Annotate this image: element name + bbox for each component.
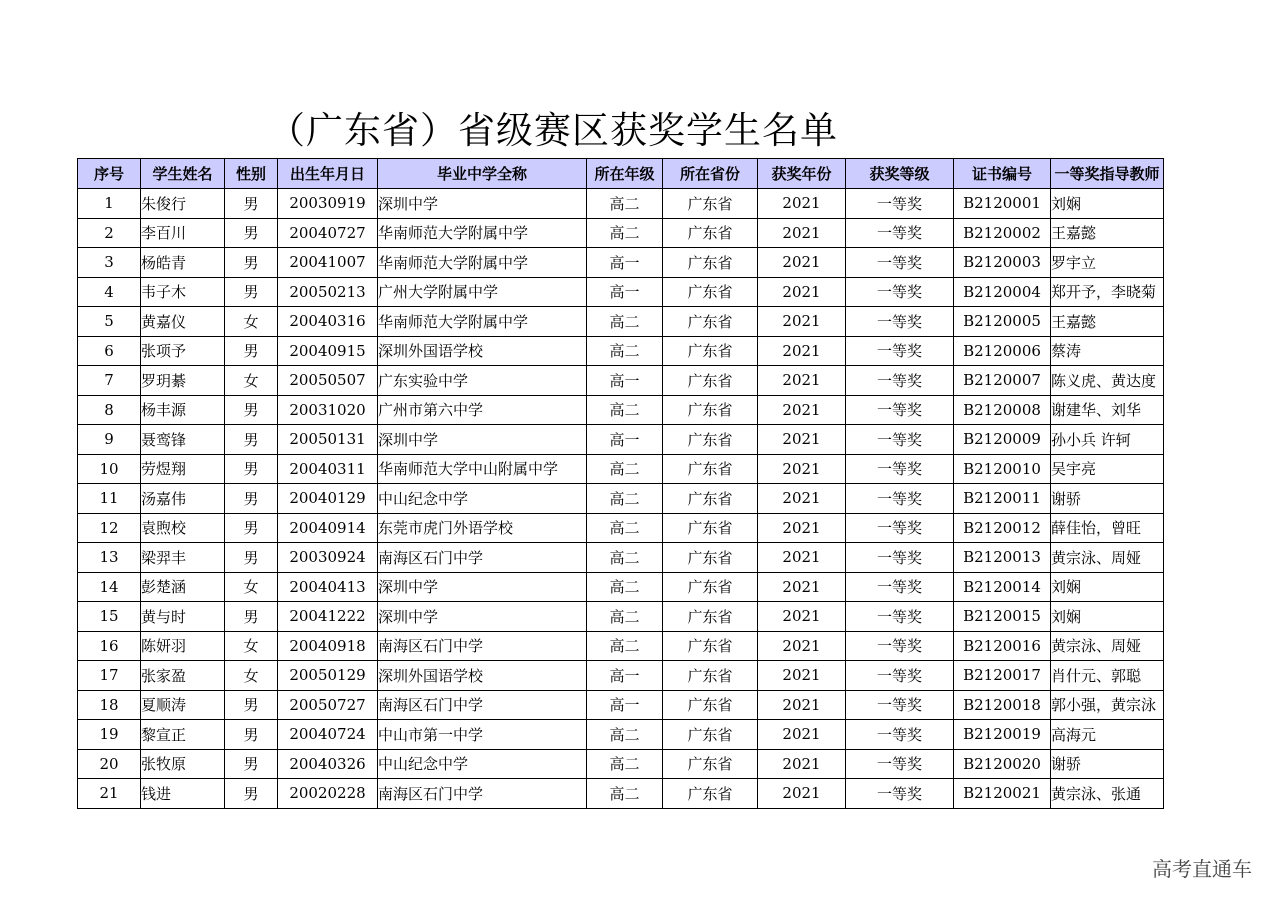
cell-school: 深圳中学 — [378, 189, 587, 219]
cell-birthdate: 20040727 — [278, 218, 378, 248]
cell-level: 一等奖 — [846, 720, 954, 750]
cell-level: 一等奖 — [846, 543, 954, 573]
cell-school: 华南师范大学中山附属中学 — [378, 454, 587, 484]
cell-grade: 高一 — [587, 277, 663, 307]
cell-birthdate: 20030919 — [278, 189, 378, 219]
cell-birthdate: 20040129 — [278, 484, 378, 514]
header-col-gender: 性别 — [225, 159, 278, 189]
cell-level: 一等奖 — [846, 277, 954, 307]
cell-cert-no: B2120003 — [954, 248, 1051, 278]
cell-grade: 高一 — [587, 661, 663, 691]
cell-gender: 男 — [225, 779, 278, 809]
cell-name: 劳煜翔 — [141, 454, 225, 484]
cell-seq: 14 — [78, 572, 141, 602]
cell-gender: 男 — [225, 218, 278, 248]
cell-grade: 高一 — [587, 425, 663, 455]
cell-province: 广东省 — [663, 631, 758, 661]
cell-year: 2021 — [758, 690, 846, 720]
cell-grade: 高二 — [587, 484, 663, 514]
cell-grade: 高一 — [587, 366, 663, 396]
cell-year: 2021 — [758, 248, 846, 278]
cell-school: 南海区石门中学 — [378, 543, 587, 573]
table-row — [78, 366, 1164, 396]
cell-seq: 15 — [78, 602, 141, 632]
table-row — [78, 454, 1164, 484]
cell-name: 夏顺涛 — [141, 690, 225, 720]
cell-province: 广东省 — [663, 425, 758, 455]
cell-year: 2021 — [758, 218, 846, 248]
cell-birthdate: 20040914 — [278, 513, 378, 543]
cell-teacher: 王嘉懿 — [1051, 307, 1164, 337]
cell-level: 一等奖 — [846, 425, 954, 455]
cell-province: 广东省 — [663, 218, 758, 248]
cell-grade: 高一 — [587, 248, 663, 278]
cell-cert-no: B2120008 — [954, 395, 1051, 425]
cell-province: 广东省 — [663, 749, 758, 779]
cell-level: 一等奖 — [846, 366, 954, 396]
cell-teacher: 黄宗泳、周娅 — [1051, 631, 1164, 661]
cell-province: 广东省 — [663, 366, 758, 396]
cell-level: 一等奖 — [846, 572, 954, 602]
cell-grade: 高二 — [587, 572, 663, 602]
cell-seq: 13 — [78, 543, 141, 573]
cell-birthdate: 20040915 — [278, 336, 378, 366]
cell-level: 一等奖 — [846, 602, 954, 632]
cell-gender: 女 — [225, 661, 278, 691]
header-col-grade: 所在年级 — [587, 159, 663, 189]
cell-gender: 男 — [225, 690, 278, 720]
cell-level: 一等奖 — [846, 661, 954, 691]
header-col-year: 获奖年份 — [758, 159, 846, 189]
cell-gender: 男 — [225, 277, 278, 307]
cell-gender: 男 — [225, 602, 278, 632]
cell-cert-no: B2120016 — [954, 631, 1051, 661]
cell-name: 杨皓青 — [141, 248, 225, 278]
cell-seq: 8 — [78, 395, 141, 425]
cell-province: 广东省 — [663, 189, 758, 219]
cell-gender: 男 — [225, 513, 278, 543]
cell-teacher: 黄宗泳、周娅 — [1051, 543, 1164, 573]
table-row — [78, 690, 1164, 720]
cell-cert-no: B2120004 — [954, 277, 1051, 307]
award-table — [77, 158, 1164, 809]
cell-year: 2021 — [758, 425, 846, 455]
table-row — [78, 720, 1164, 750]
cell-birthdate: 20040311 — [278, 454, 378, 484]
cell-name: 陈妍羽 — [141, 631, 225, 661]
cell-school: 深圳中学 — [378, 602, 587, 632]
table-row — [78, 277, 1164, 307]
watermark: 高考直通车 — [1152, 857, 1252, 881]
cell-teacher: 郭小强，黄宗泳 — [1051, 690, 1164, 720]
cell-level: 一等奖 — [846, 779, 954, 809]
cell-teacher: 薛佳怡，曾旺 — [1051, 513, 1164, 543]
cell-level: 一等奖 — [846, 336, 954, 366]
cell-year: 2021 — [758, 661, 846, 691]
cell-school: 深圳中学 — [378, 572, 587, 602]
cell-school: 华南师范大学附属中学 — [378, 307, 587, 337]
cell-year: 2021 — [758, 307, 846, 337]
cell-cert-no: B2120007 — [954, 366, 1051, 396]
table-row — [78, 779, 1164, 809]
header-col-seq: 序号 — [78, 159, 141, 189]
cell-cert-no: B2120017 — [954, 661, 1051, 691]
cell-province: 广东省 — [663, 277, 758, 307]
cell-province: 广东省 — [663, 779, 758, 809]
cell-grade: 高二 — [587, 336, 663, 366]
cell-seq: 6 — [78, 336, 141, 366]
cell-cert-no: B2120019 — [954, 720, 1051, 750]
table-row — [78, 631, 1164, 661]
cell-grade: 高二 — [587, 395, 663, 425]
table-row — [78, 425, 1164, 455]
cell-grade: 高二 — [587, 307, 663, 337]
cell-seq: 18 — [78, 690, 141, 720]
cell-year: 2021 — [758, 277, 846, 307]
cell-birthdate: 20040316 — [278, 307, 378, 337]
cell-province: 广东省 — [663, 513, 758, 543]
cell-teacher: 刘娴 — [1051, 602, 1164, 632]
table-row — [78, 336, 1164, 366]
cell-teacher: 郑开予，李晓菊 — [1051, 277, 1164, 307]
cell-seq: 19 — [78, 720, 141, 750]
cell-cert-no: B2120009 — [954, 425, 1051, 455]
cell-cert-no: B2120002 — [954, 218, 1051, 248]
cell-cert-no: B2120013 — [954, 543, 1051, 573]
table-row — [78, 484, 1164, 514]
cell-gender: 男 — [225, 336, 278, 366]
cell-year: 2021 — [758, 484, 846, 514]
cell-birthdate: 20050727 — [278, 690, 378, 720]
table-row — [78, 602, 1164, 632]
table-row — [78, 749, 1164, 779]
cell-gender: 男 — [225, 484, 278, 514]
cell-level: 一等奖 — [846, 749, 954, 779]
cell-grade: 高二 — [587, 749, 663, 779]
cell-cert-no: B2120014 — [954, 572, 1051, 602]
cell-gender: 男 — [225, 189, 278, 219]
cell-province: 广东省 — [663, 720, 758, 750]
cell-seq: 4 — [78, 277, 141, 307]
cell-province: 广东省 — [663, 543, 758, 573]
cell-cert-no: B2120021 — [954, 779, 1051, 809]
cell-province: 广东省 — [663, 307, 758, 337]
cell-teacher: 谢骄 — [1051, 484, 1164, 514]
cell-gender: 女 — [225, 631, 278, 661]
cell-school: 华南师范大学附属中学 — [378, 248, 587, 278]
header-col-province: 所在省份 — [663, 159, 758, 189]
cell-cert-no: B2120012 — [954, 513, 1051, 543]
cell-name: 朱俊行 — [141, 189, 225, 219]
cell-level: 一等奖 — [846, 484, 954, 514]
cell-year: 2021 — [758, 720, 846, 750]
cell-year: 2021 — [758, 779, 846, 809]
table-row — [78, 307, 1164, 337]
cell-teacher: 黄宗泳、张通 — [1051, 779, 1164, 809]
cell-school: 深圳中学 — [378, 425, 587, 455]
cell-year: 2021 — [758, 336, 846, 366]
cell-province: 广东省 — [663, 484, 758, 514]
cell-name: 罗玥綦 — [141, 366, 225, 396]
cell-gender: 男 — [225, 749, 278, 779]
cell-name: 彭楚涵 — [141, 572, 225, 602]
cell-teacher: 谢骄 — [1051, 749, 1164, 779]
cell-seq: 1 — [78, 189, 141, 219]
cell-grade: 高二 — [587, 720, 663, 750]
cell-level: 一等奖 — [846, 395, 954, 425]
cell-teacher: 谢建华、刘华 — [1051, 395, 1164, 425]
cell-name: 聂鸾锋 — [141, 425, 225, 455]
cell-seq: 9 — [78, 425, 141, 455]
cell-cert-no: B2120020 — [954, 749, 1051, 779]
cell-year: 2021 — [758, 189, 846, 219]
header-col-teacher: 一等奖指导教师 — [1051, 159, 1164, 189]
cell-name: 张项予 — [141, 336, 225, 366]
cell-teacher: 肖什元、郭聪 — [1051, 661, 1164, 691]
cell-cert-no: B2120018 — [954, 690, 1051, 720]
cell-grade: 高二 — [587, 513, 663, 543]
cell-name: 黄与时 — [141, 602, 225, 632]
cell-level: 一等奖 — [846, 631, 954, 661]
cell-name: 张家盈 — [141, 661, 225, 691]
cell-school: 南海区石门中学 — [378, 631, 587, 661]
cell-cert-no: B2120006 — [954, 336, 1051, 366]
cell-cert-no: B2120001 — [954, 189, 1051, 219]
cell-province: 广东省 — [663, 248, 758, 278]
cell-year: 2021 — [758, 749, 846, 779]
cell-birthdate: 20040724 — [278, 720, 378, 750]
cell-grade: 高二 — [587, 631, 663, 661]
cell-seq: 5 — [78, 307, 141, 337]
cell-seq: 20 — [78, 749, 141, 779]
header-col-name: 学生姓名 — [141, 159, 225, 189]
table-row — [78, 248, 1164, 278]
cell-seq: 2 — [78, 218, 141, 248]
table-row — [78, 395, 1164, 425]
cell-name: 袁煦校 — [141, 513, 225, 543]
cell-grade: 高二 — [587, 779, 663, 809]
cell-birthdate: 20040413 — [278, 572, 378, 602]
cell-school: 广州市第六中学 — [378, 395, 587, 425]
cell-year: 2021 — [758, 602, 846, 632]
cell-level: 一等奖 — [846, 454, 954, 484]
cell-birthdate: 20041007 — [278, 248, 378, 278]
header-col-school: 毕业中学全称 — [378, 159, 587, 189]
header-col-cert-no: 证书编号 — [954, 159, 1051, 189]
table-row — [78, 218, 1164, 248]
cell-level: 一等奖 — [846, 690, 954, 720]
cell-school: 东莞市虎门外语学校 — [378, 513, 587, 543]
cell-seq: 12 — [78, 513, 141, 543]
cell-birthdate: 20020228 — [278, 779, 378, 809]
cell-teacher: 陈义虎、黄达度 — [1051, 366, 1164, 396]
cell-name: 黄嘉仪 — [141, 307, 225, 337]
cell-gender: 男 — [225, 454, 278, 484]
cell-school: 南海区石门中学 — [378, 690, 587, 720]
table-row — [78, 543, 1164, 573]
cell-school: 中山纪念中学 — [378, 749, 587, 779]
table-row — [78, 572, 1164, 602]
cell-province: 广东省 — [663, 690, 758, 720]
cell-seq: 7 — [78, 366, 141, 396]
cell-name: 钱进 — [141, 779, 225, 809]
cell-year: 2021 — [758, 395, 846, 425]
cell-seq: 3 — [78, 248, 141, 278]
cell-level: 一等奖 — [846, 189, 954, 219]
cell-seq: 10 — [78, 454, 141, 484]
cell-school: 华南师范大学附属中学 — [378, 218, 587, 248]
cell-teacher: 孙小兵 许轲 — [1051, 425, 1164, 455]
header-row — [78, 159, 1164, 189]
cell-province: 广东省 — [663, 661, 758, 691]
cell-year: 2021 — [758, 454, 846, 484]
cell-seq: 17 — [78, 661, 141, 691]
cell-gender: 女 — [225, 366, 278, 396]
cell-cert-no: B2120005 — [954, 307, 1051, 337]
cell-school: 广东实验中学 — [378, 366, 587, 396]
header-col-level: 获奖等级 — [846, 159, 954, 189]
cell-cert-no: B2120010 — [954, 454, 1051, 484]
cell-gender: 男 — [225, 395, 278, 425]
page-title: （广东省）省级赛区获奖学生名单 — [268, 109, 838, 152]
cell-birthdate: 20040326 — [278, 749, 378, 779]
cell-teacher: 罗宇立 — [1051, 248, 1164, 278]
cell-level: 一等奖 — [846, 218, 954, 248]
cell-birthdate: 20050507 — [278, 366, 378, 396]
cell-seq: 11 — [78, 484, 141, 514]
cell-province: 广东省 — [663, 572, 758, 602]
cell-school: 中山纪念中学 — [378, 484, 587, 514]
cell-level: 一等奖 — [846, 248, 954, 278]
cell-grade: 高二 — [587, 218, 663, 248]
cell-province: 广东省 — [663, 395, 758, 425]
cell-year: 2021 — [758, 366, 846, 396]
header-col-birthdate: 出生年月日 — [278, 159, 378, 189]
cell-gender: 女 — [225, 572, 278, 602]
table-row — [78, 189, 1164, 219]
cell-cert-no: B2120011 — [954, 484, 1051, 514]
cell-name: 李百川 — [141, 218, 225, 248]
cell-name: 汤嘉伟 — [141, 484, 225, 514]
cell-birthdate: 20031020 — [278, 395, 378, 425]
cell-gender: 男 — [225, 720, 278, 750]
cell-grade: 高二 — [587, 189, 663, 219]
cell-province: 广东省 — [663, 336, 758, 366]
cell-school: 南海区石门中学 — [378, 779, 587, 809]
cell-seq: 21 — [78, 779, 141, 809]
cell-name: 韦子木 — [141, 277, 225, 307]
cell-province: 广东省 — [663, 454, 758, 484]
cell-birthdate: 20040918 — [278, 631, 378, 661]
cell-gender: 男 — [225, 425, 278, 455]
cell-gender: 男 — [225, 248, 278, 278]
cell-name: 梁羿丰 — [141, 543, 225, 573]
cell-year: 2021 — [758, 543, 846, 573]
cell-teacher: 王嘉懿 — [1051, 218, 1164, 248]
cell-seq: 16 — [78, 631, 141, 661]
cell-teacher: 蔡涛 — [1051, 336, 1164, 366]
cell-teacher: 刘娴 — [1051, 189, 1164, 219]
cell-teacher: 高海元 — [1051, 720, 1164, 750]
cell-year: 2021 — [758, 513, 846, 543]
cell-grade: 高二 — [587, 543, 663, 573]
cell-year: 2021 — [758, 572, 846, 602]
table-row — [78, 513, 1164, 543]
cell-province: 广东省 — [663, 602, 758, 632]
cell-birthdate: 20050131 — [278, 425, 378, 455]
cell-teacher: 刘娴 — [1051, 572, 1164, 602]
cell-grade: 高一 — [587, 690, 663, 720]
cell-school: 中山市第一中学 — [378, 720, 587, 750]
cell-school: 广州大学附属中学 — [378, 277, 587, 307]
cell-name: 杨丰源 — [141, 395, 225, 425]
cell-year: 2021 — [758, 631, 846, 661]
table-row — [78, 661, 1164, 691]
cell-birthdate: 20041222 — [278, 602, 378, 632]
cell-level: 一等奖 — [846, 513, 954, 543]
cell-level: 一等奖 — [846, 307, 954, 337]
cell-birthdate: 20050129 — [278, 661, 378, 691]
cell-school: 深圳外国语学校 — [378, 336, 587, 366]
cell-teacher: 吴宇亮 — [1051, 454, 1164, 484]
cell-school: 深圳外国语学校 — [378, 661, 587, 691]
cell-birthdate: 20030924 — [278, 543, 378, 573]
cell-gender: 男 — [225, 543, 278, 573]
cell-cert-no: B2120015 — [954, 602, 1051, 632]
cell-name: 张牧原 — [141, 749, 225, 779]
cell-grade: 高二 — [587, 602, 663, 632]
cell-grade: 高二 — [587, 454, 663, 484]
cell-gender: 女 — [225, 307, 278, 337]
cell-name: 黎宣正 — [141, 720, 225, 750]
cell-birthdate: 20050213 — [278, 277, 378, 307]
